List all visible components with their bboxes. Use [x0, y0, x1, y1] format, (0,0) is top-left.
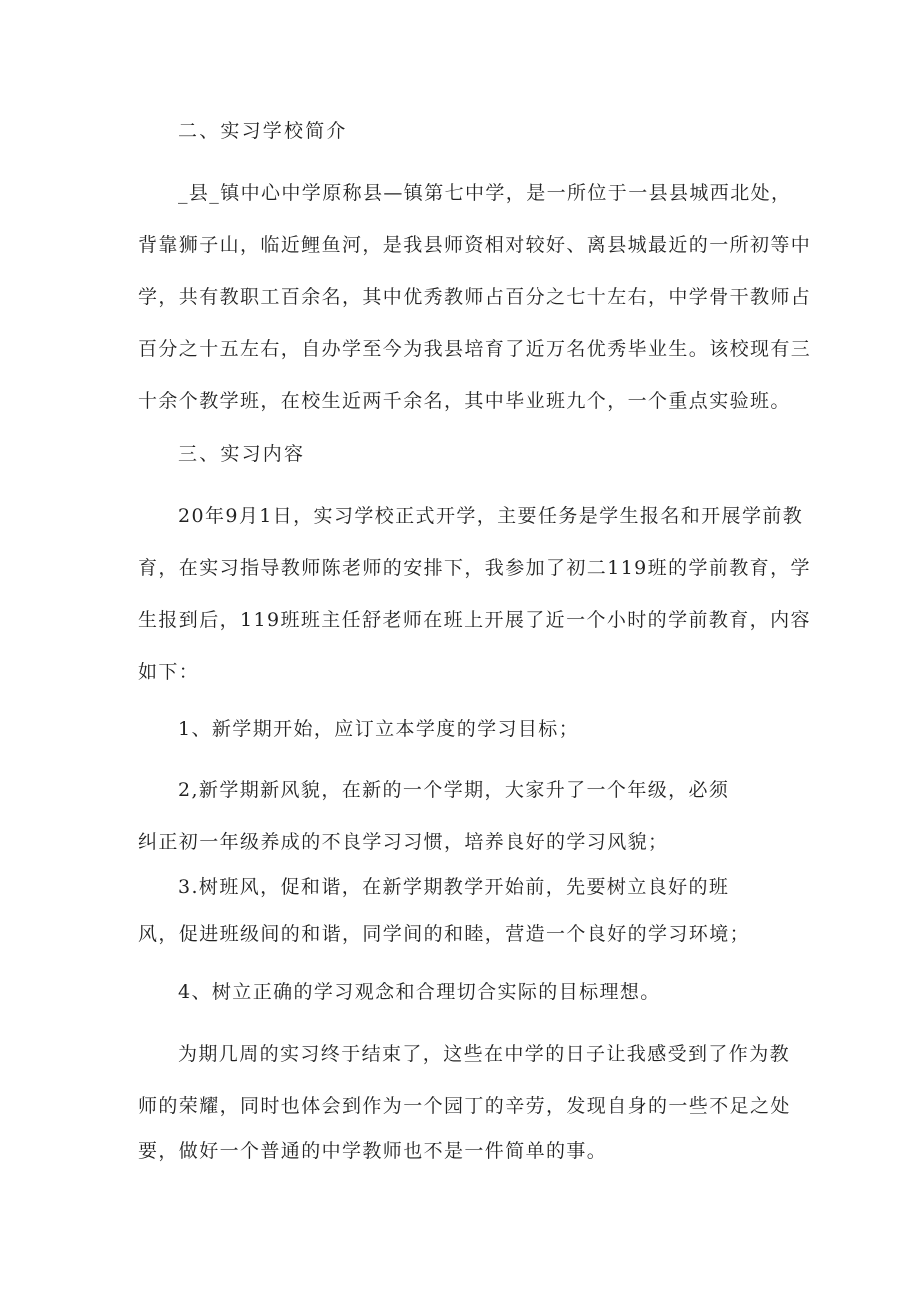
- paragraph-line: 20年9月1日，实习学校正式开学，主要任务是学生报名和开展学前教: [178, 505, 804, 527]
- section-heading-content: 三、实习内容: [178, 443, 306, 465]
- paragraph-line: 学，共有教职工百余名，其中优秀教师占百分之七十左右，中学骨干教师占: [138, 286, 812, 308]
- list-item: 1、新学期开始，应订立本学度的学习目标；: [178, 718, 580, 740]
- paragraph-line: 生报到后，119班班主任舒老师在班上开展了近一个小时的学前教育，内容: [138, 609, 811, 631]
- paragraph-line: 百分之十五左右，自办学至今为我县培育了近万名优秀毕业生。该校现有三: [138, 338, 812, 360]
- section-heading-school-intro: 二、实习学校简介: [178, 120, 348, 142]
- paragraph-line: 十余个教学班，在校生近两千余名，其中毕业班九个，一个重点实验班。: [138, 390, 791, 412]
- list-item-continuation: 风，促进班级间的和谐，同学间的和睦，营造一个良好的学习环境；: [138, 923, 751, 945]
- paragraph-line: 育，在实习指导教师陈老师的安排下，我参加了初二119班的学前教育，学: [138, 557, 811, 579]
- list-item: 3.树班风，促和谐，在新学期教学开始前，先要树立良好的班: [178, 876, 730, 898]
- paragraph-line: 要，做好一个普通的中学教师也不是一件简单的事。: [138, 1140, 608, 1162]
- paragraph-line: 如下：: [138, 661, 200, 683]
- list-item-continuation: 纠正初一年级养成的不良学习习惯，培养良好的学习风貌；: [138, 831, 669, 853]
- list-item: 2,新学期新风貌，在新的一个学期，大家升了一个年级，必须: [178, 779, 730, 801]
- paragraph-line: 师的荣耀，同时也体会到作为一个园丁的辛劳，发现自身的一些不足之处: [138, 1095, 791, 1117]
- paragraph-line: _县_镇中心中学原称县—镇第七中学，是一所位于一县县城西北处，: [178, 182, 792, 204]
- paragraph-line: 背靠狮子山，临近鲤鱼河，是我县师资相对较好、离县城最近的一所初等中: [138, 234, 812, 256]
- paragraph-line: 为期几周的实习终于结束了，这些在中学的日子让我感受到了作为教: [178, 1043, 791, 1065]
- list-item: 4、树立正确的学习观念和合理切合实际的目标理想。: [178, 981, 661, 1003]
